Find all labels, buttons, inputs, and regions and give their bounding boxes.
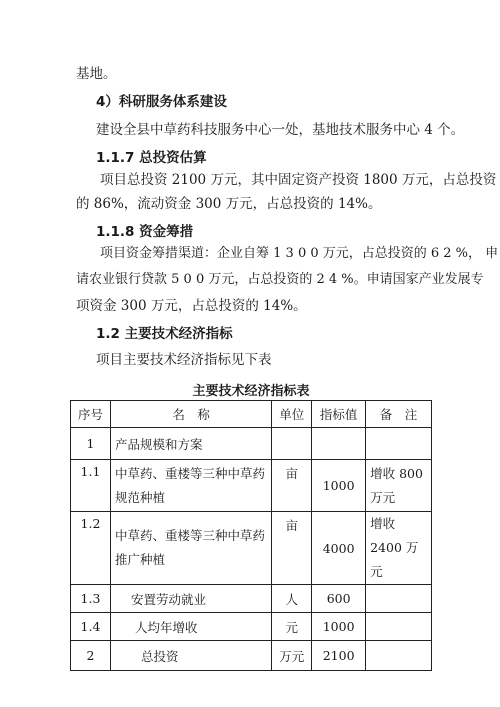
heading-fund-raising: 1.1.8 资金筹措	[96, 224, 194, 240]
indicator-table	[70, 400, 432, 671]
cell-unit: 亩	[272, 512, 312, 585]
table-row	[71, 428, 432, 460]
cell-name: 总投资	[110, 641, 271, 671]
heading-total-investment: 1.1.7 总投资估算	[96, 150, 207, 166]
cell-no: 2	[71, 641, 111, 671]
table-row	[71, 613, 432, 641]
cell-value: 1000	[312, 613, 366, 641]
paragraph-investment-1: 项目总投资 2100 万元，其中固定资产投资 1800 万元，占总投资	[100, 172, 497, 188]
cell-no: 1.2	[71, 512, 111, 585]
paragraph-fund-1: 项目资金筹措渠道：企业自筹 1 3 0 0 万元，占总投资的 6 2 %， 申	[100, 246, 499, 261]
paragraph-fund-3: 项资金 300 万元，占总投资的 14%。	[76, 298, 307, 314]
cell-name: 产品规模和方案	[110, 428, 271, 460]
cell-value: 600	[312, 585, 366, 613]
cell-note: 增收 800 万元	[366, 460, 432, 512]
header-value: 指标值	[312, 401, 366, 428]
cell-no: 1.3	[71, 585, 111, 613]
paragraph-investment-2: 的 86%，流动资金 300 万元，占总投资的 14%。	[76, 196, 382, 212]
heading-research-service: 4）科研服务体系建设	[96, 94, 227, 110]
cell-name: 人均年增收	[110, 613, 271, 641]
header-name: 名 称	[110, 401, 271, 428]
cell-unit: 元	[272, 613, 312, 641]
paragraph-table-intro: 项目主要技术经济指标见下表	[96, 352, 272, 368]
cell-note	[366, 585, 432, 613]
heading-main-indicators: 1.2 主要技术经济指标	[96, 326, 233, 342]
header-note: 备 注	[366, 401, 432, 428]
table-row	[71, 460, 432, 512]
header-unit: 单位	[272, 401, 312, 428]
cell-no: 1	[71, 428, 111, 460]
cell-value: 1000	[312, 460, 366, 512]
cell-unit	[272, 428, 312, 460]
cell-value: 4000	[312, 512, 366, 585]
table-row	[71, 512, 432, 585]
paragraph-service-center: 建设全县中草药科技服务中心一处，基地技术服务中心 4 个。	[96, 122, 465, 138]
cell-name: 中草药、重楼等三种中草药规范种植	[110, 460, 271, 512]
cell-note	[366, 428, 432, 460]
table-row	[71, 585, 432, 613]
paragraph-base-end: 基地。	[76, 66, 117, 82]
cell-name: 安置劳动就业	[110, 585, 271, 613]
header-no: 序号	[71, 401, 111, 428]
table-caption: 主要技术经济指标表	[192, 384, 310, 399]
cell-unit: 万元	[272, 641, 312, 671]
table-header-row	[71, 401, 432, 428]
cell-unit: 人	[272, 585, 312, 613]
cell-note	[366, 641, 432, 671]
cell-note: 增收 2400 万元	[366, 512, 432, 585]
cell-no: 1.4	[71, 613, 111, 641]
table-row	[71, 641, 432, 671]
paragraph-fund-2: 请农业银行贷款 5 0 0 万元，占总投资的 2 4 %。申请国家产业发展专	[76, 272, 484, 287]
cell-unit: 亩	[272, 460, 312, 512]
cell-name: 中草药、重楼等三种中草药推广种植	[110, 512, 271, 585]
cell-value	[312, 428, 366, 460]
cell-no: 1.1	[71, 460, 111, 512]
cell-value: 2100	[312, 641, 366, 671]
cell-note	[366, 613, 432, 641]
